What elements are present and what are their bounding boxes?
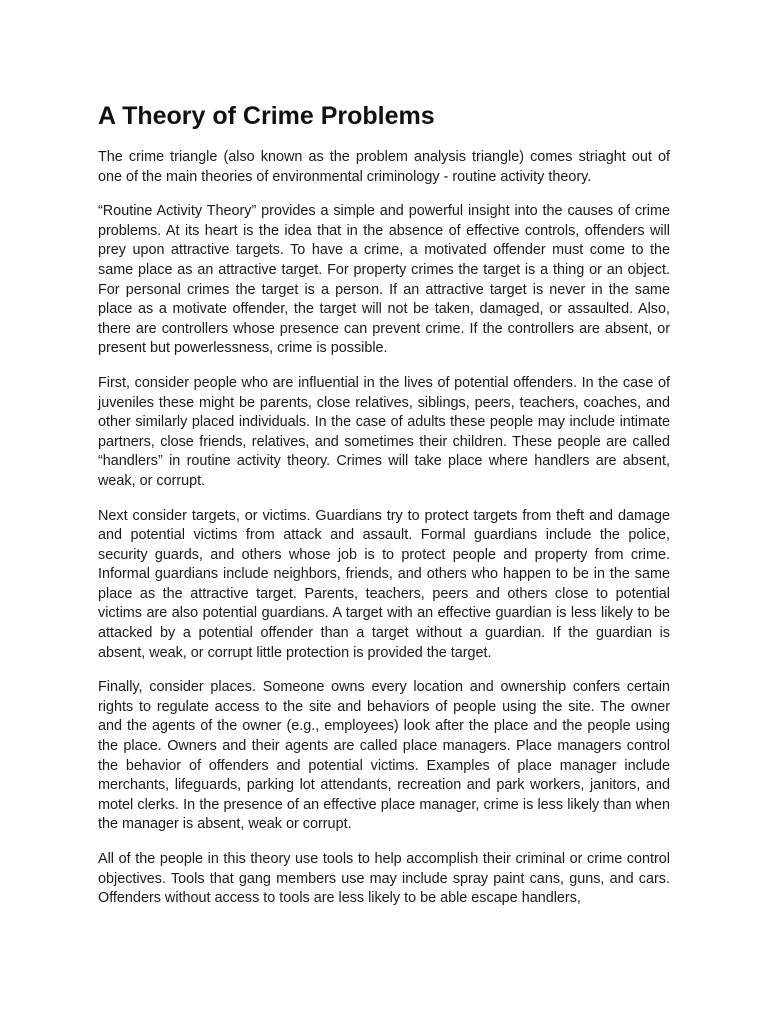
paragraph-routine-activity-theory: “Routine Activity Theory” provides a simple and powerful insight into the causes of crime problems. At its heart is the idea that in the absence of effective controls, offenders will prey upon attractive targets. To have a crime, a motivated offender must come to the same place as an attractive target. For property crimes the target is a thing or an object. For personal crimes the target is a person. If an attractive target is never in the same place as a motivate offender, the target will not be taken, damaged, or assaulted. Also, there are controllers whose presence can prevent crime. If the controllers are absent, or present but powerlessness, crime is possible. — [98, 203, 670, 357]
document-page — [98, 100, 670, 909]
paragraph-place-managers: Finally, consider places. Someone owns every location and ownership confers certain rights to regulate access to the site and behaviors of people using the site. The owner and the agents of the owner (e.g., employees) look after the place and the people using the place. Owners and their agents are called place managers. Place managers control the behavior of offenders and potential victims. Examples of place manager include merchants, lifeguards, parking lot attendants, recreation and park workers, janitors, and motel clerks. In the presence of an effective place manager, crime is less likely than when the manager is absent, weak or corrupt. — [98, 679, 670, 833]
paragraph-intro: The crime triangle (also known as the problem analysis triangle) comes striaght out of one of the main theories of environmental criminology - routine activity theory. — [98, 149, 670, 185]
paragraph-handlers: First, consider people who are influential in the lives of potential offenders. In the case of juveniles these might be parents, close relatives, siblings, peers, teachers, coaches, and other similarly placed individuals. In the case of adults these people may include intimate partners, close friends, relatives, and sometimes their children. These people are called “handlers” in routine activity theory. Crimes will take place where handlers are absent, weak, or corrupt. — [98, 374, 670, 489]
document-title: A Theory of Crime Problems — [98, 102, 435, 130]
paragraph-guardians: Next consider targets, or victims. Guardians try to protect targets from theft and damage and potential victims from attack and assault. Formal guardians include the police, security guards, and others whose job is to protect people and property from crime. Informal guardians include neighbors, friends, and others who happen to be in the same place as the attractive target. Parents, teachers, peers and others close to potential victims are also potential guardians. A target with an effective guardian is less likely to be attacked by a potential offender than a target without a guardian. If the guardian is absent, weak, or corrupt little protection is provided the target. — [98, 507, 670, 661]
paragraph-tools: All of the people in this theory use tools to help accomplish their criminal or crime control objectives. Tools that gang members use may include spray paint cans, guns, and cars. Offenders without access to tools are less likely to be able escape handlers, — [98, 851, 670, 907]
